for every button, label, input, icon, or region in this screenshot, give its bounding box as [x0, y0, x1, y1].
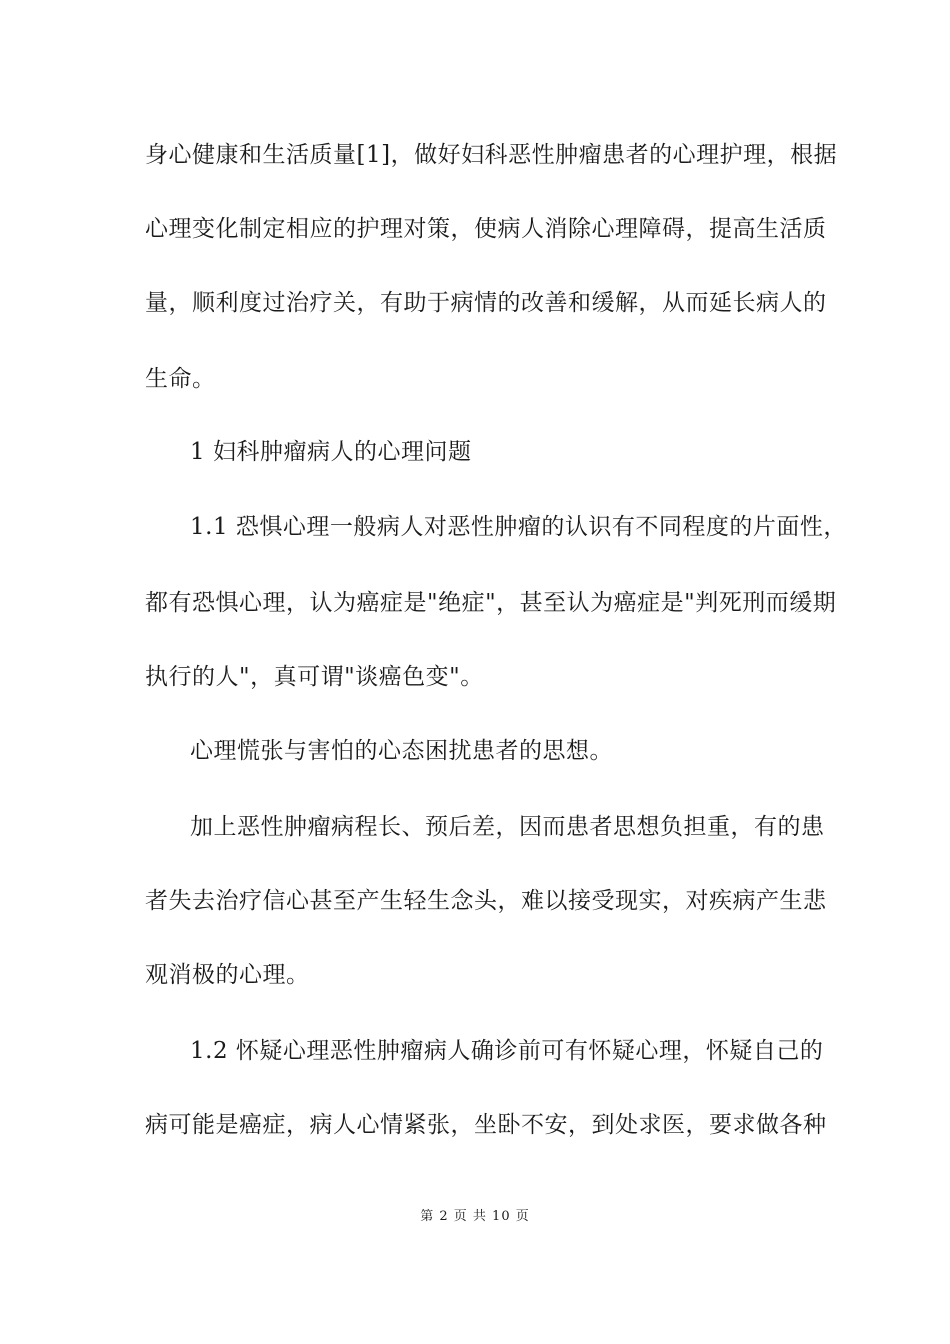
text-line-4: 生命。: [145, 366, 216, 392]
text-line-12: 观消极的心理。: [145, 962, 310, 988]
text-line-2: 心理变化制定相应的护理对策，使病人消除心理障碍，提高生活质: [145, 216, 827, 242]
text-line-14: 病可能是癌症，病人心情紧张，坐卧不安，到处求医，要求做各种: [145, 1112, 827, 1138]
text-line-7: 都有恐惧心理，认为癌症是"绝症"，甚至认为癌症是"判死刑而缓期: [145, 590, 837, 616]
text-line-1: 身心健康和生活质量[1]，做好妇科恶性肿瘤患者的心理护理，根据: [145, 142, 838, 168]
text-line-6: 1.1 恐惧心理一般病人对恶性肿瘤的认识有不同程度的片面性，: [190, 514, 847, 540]
text-line-13: 1.2 怀疑心理恶性肿瘤病人确诊前可有怀疑心理，怀疑自己的: [190, 1038, 824, 1064]
text-line-10: 加上恶性肿瘤病程长、预后差，因而患者思想负担重，有的患: [190, 814, 825, 840]
text-line-11: 者失去治疗信心甚至产生轻生念头，难以接受现实，对疾病产生悲: [145, 888, 827, 914]
text-line-3: 量，顺利度过治疗关，有助于病情的改善和缓解，从而延长病人的: [145, 290, 827, 316]
page-footer: 第 2 页 共 10 页: [420, 1209, 530, 1224]
text-line-8: 执行的人"，真可谓"谈癌色变"。: [145, 664, 484, 690]
text-line-9: 心理慌张与害怕的心态困扰患者的思想。: [190, 738, 613, 764]
section-heading: 1 妇科肿瘤病人的心理问题: [190, 439, 472, 465]
